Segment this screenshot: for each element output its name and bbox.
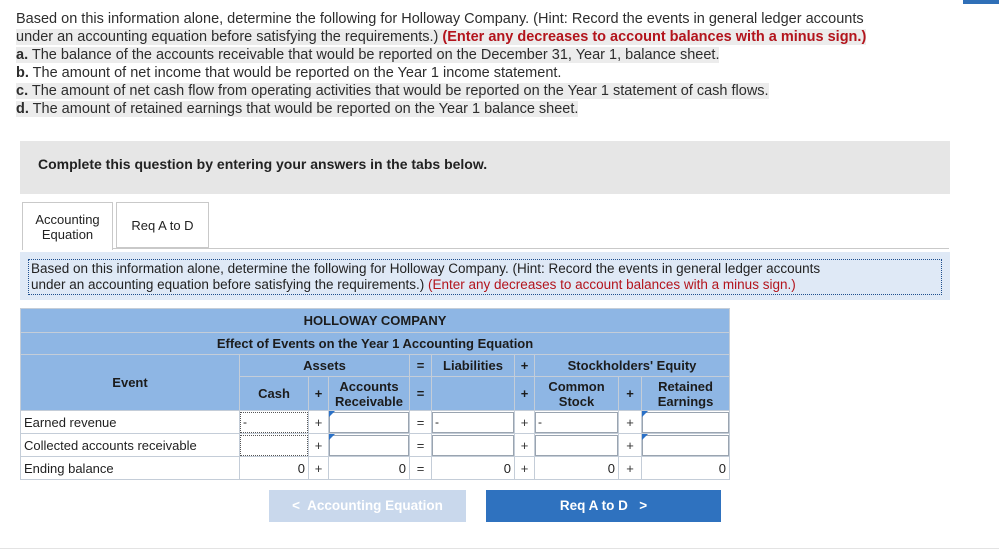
event-label: Collected accounts receivable — [21, 434, 240, 457]
retained-earnings-total: 0 — [642, 457, 730, 480]
plus-sign: + — [309, 457, 329, 480]
accounting-equation-table — [20, 308, 730, 480]
instruction-line-1: Based on this information alone, determine the following for Holloway Company. (Hint: Record the events in general ledger accounts — [31, 261, 821, 276]
equals-sign: = — [410, 411, 432, 434]
requirement-a: a. The balance of the accounts receivable that would be reported on the December 31, Year 1, balance sheet. — [16, 47, 720, 63]
plus-sign: + — [309, 411, 329, 434]
cash-input[interactable] — [240, 412, 308, 433]
tab-accounting-equation[interactable]: Accounting Equation — [22, 202, 113, 250]
next-req-a-to-d-button[interactable]: Req A to D > — [486, 490, 721, 522]
plus-sign: + — [309, 434, 329, 457]
equity-header: Stockholders' Equity — [535, 355, 730, 377]
chevron-right-icon: > — [639, 498, 648, 513]
assets-header: Assets — [240, 355, 410, 377]
accounts-receivable-header: Accounts Receivable — [329, 377, 410, 411]
table-row — [21, 434, 730, 457]
retained-earnings-header: Retained Earnings — [642, 377, 730, 411]
equals-sign: = — [410, 355, 432, 377]
common-stock-total: 0 — [535, 457, 619, 480]
table-row — [21, 411, 730, 434]
liabilities-header: Liabilities — [432, 355, 515, 377]
event-header: Event — [21, 355, 240, 411]
plus-sign: + — [619, 411, 642, 434]
cash-header: Cash — [240, 377, 309, 411]
ending-balance-row — [21, 457, 730, 480]
equals-sign: = — [410, 457, 432, 480]
instruction-box — [20, 252, 950, 300]
plus-sign: + — [515, 434, 535, 457]
retained-earnings-input[interactable] — [642, 435, 729, 456]
accounts-receivable-total: 0 — [329, 457, 410, 480]
prev-accounting-equation-button[interactable]: < Accounting Equation — [269, 490, 466, 522]
bottom-divider — [0, 548, 999, 549]
liabilities-total: 0 — [432, 457, 515, 480]
table-subtitle: Effect of Events on the Year 1 Accounting Equation — [21, 333, 730, 355]
event-label: Earned revenue — [21, 411, 240, 434]
company-name: HOLLOWAY COMPANY — [21, 309, 730, 333]
instruction-line-2: under an accounting equation before satisfying the requirements.) (Enter any decreases to account balances with a minus sign.) — [31, 277, 796, 292]
accounts-receivable-input[interactable] — [329, 412, 409, 433]
liabilities-input[interactable] — [432, 412, 514, 433]
intro-line-1: Based on this information alone, determine the following for Holloway Company. (Hint: Record the events in general ledger accounts — [16, 11, 864, 27]
plus-sign: + — [619, 377, 642, 411]
equals-sign: = — [410, 434, 432, 457]
liabilities-input[interactable] — [432, 435, 514, 456]
question-text — [16, 10, 946, 118]
plus-sign: + — [515, 355, 535, 377]
equals-sign: = — [410, 377, 432, 411]
retained-earnings-input[interactable] — [642, 412, 729, 433]
intro-line-2: under an accounting equation before satisfying the requirements.) (Enter any decreases to account balances with a minus sign.) — [16, 29, 867, 45]
plus-sign: + — [309, 377, 329, 411]
plus-sign: + — [515, 457, 535, 480]
common-stock-header: Common Stock — [535, 377, 619, 411]
plus-sign: + — [515, 377, 535, 411]
cash-total: 0 — [240, 457, 309, 480]
common-stock-input[interactable] — [535, 435, 618, 456]
tab-req-a-to-d[interactable]: Req A to D — [116, 202, 209, 248]
plus-sign: + — [619, 457, 642, 480]
requirement-d: d. The amount of retained earnings that would be reported on the Year 1 balance sheet. — [16, 101, 579, 117]
chevron-left-icon: < — [292, 498, 301, 513]
accounts-receivable-input[interactable] — [329, 435, 409, 456]
event-label: Ending balance — [21, 457, 240, 480]
requirement-c: c. The amount of net cash flow from operating activities that would be reported on the Year 1 statement of cash flows. — [16, 83, 769, 99]
plus-sign: + — [515, 411, 535, 434]
liabilities-blank-header — [432, 377, 515, 411]
common-stock-input[interactable] — [535, 412, 618, 433]
plus-sign: + — [619, 434, 642, 457]
requirement-b: b. The amount of net income that would be reported on the Year 1 income statement. — [16, 65, 562, 81]
tab-divider — [113, 248, 949, 249]
top-accent-bar — [963, 0, 999, 4]
complete-prompt: Complete this question by entering your answers in the tabs below. — [20, 141, 950, 194]
cash-input[interactable] — [240, 435, 308, 456]
